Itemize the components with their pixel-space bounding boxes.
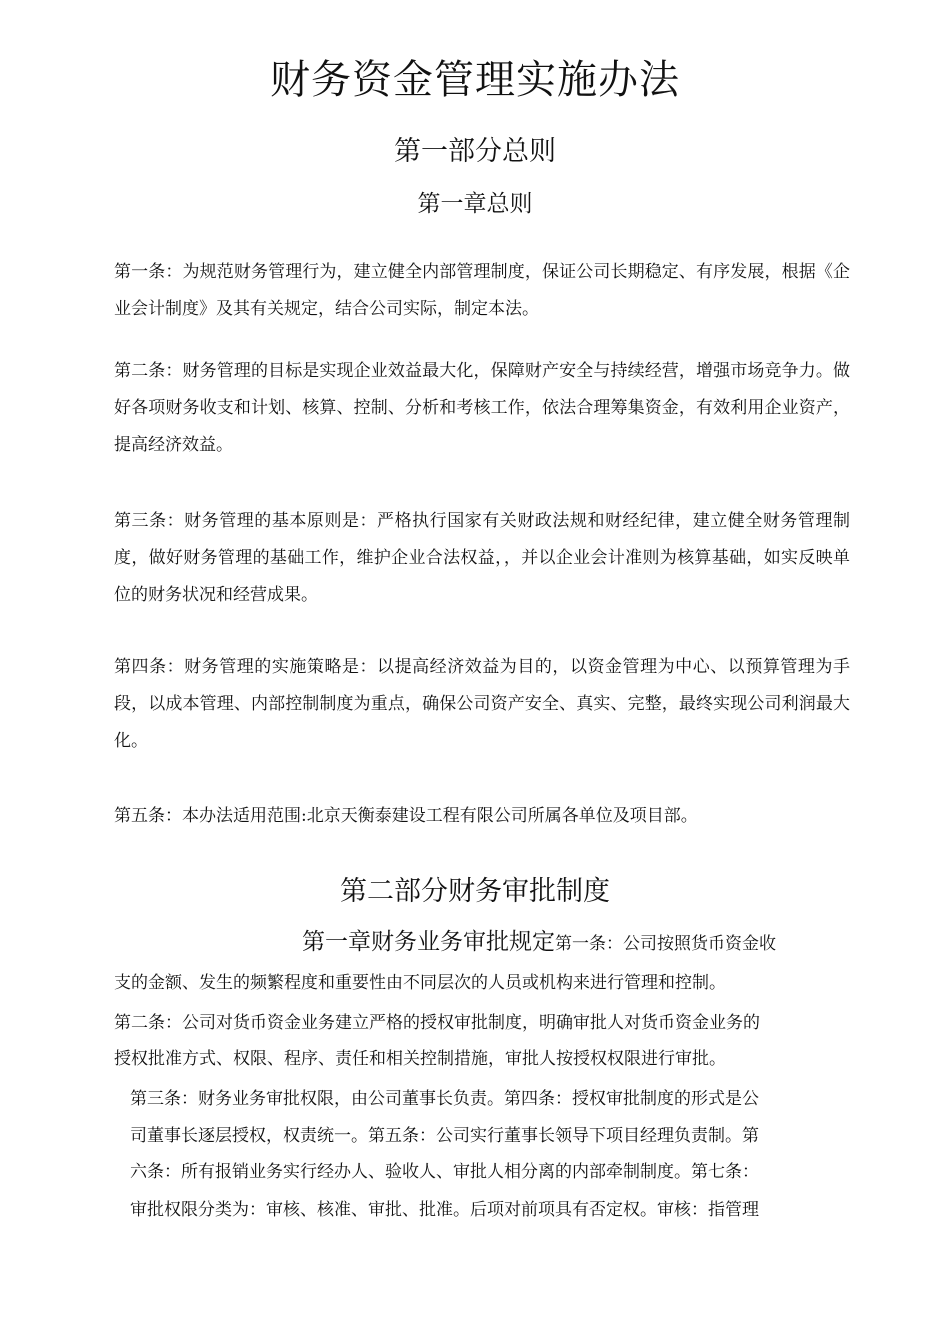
part2-text-line-7: 六条：所有报销业务实行经办人、验收人、审批人相分离的内部牵制制度。第七条：: [130, 1162, 759, 1182]
part2-article-1-start: 第一条：公司按照货币资金收: [555, 934, 776, 954]
part2-text-line-3: 第二条：公司对货币资金业务建立严格的授权审批制度，明确审批人对货币资金业务的: [114, 1013, 760, 1033]
part2-chapter1-line: [302, 924, 776, 963]
part2-text-line-2: 支的金额、发生的频繁程度和重要性由不同层次的人员或机构来进行管理和控制。: [114, 973, 726, 993]
part2-text-line-4: 授权批准方式、权限、程序、责任和相关控制措施，审批人按授权权限进行审批。: [114, 1049, 726, 1069]
part1-article-4: 第四条：财务管理的实施策略是：以提高经济效益为目的，以资金管理为中心、以预算管理为手段，以成本管理、内部控制制度为重点，确保公司资产安全、真实、完整，最终实现公司利润最大化。: [114, 657, 850, 751]
part2-text-line-5: 第三条：财务业务审批权限，由公司董事长负责。第四条：授权审批制度的形式是公: [130, 1089, 759, 1109]
part2-text-line-8: 审批权限分类为：审核、核准、审批、批准。后项对前项具有否定权。审核：指管理: [130, 1200, 759, 1220]
part2-chapter1-heading: 第一章财务业务审批规定: [302, 929, 555, 955]
part1-article-2: 第二条：财务管理的目标是实现企业效益最大化，保障财产安全与持续经营，增强市场竞争力。做好各项财务收支和计划、核算、控制、分析和考核工作，依法合理筹集资金，有效利用企业资产，提高经济效益。: [114, 361, 850, 455]
part1-article-3: 第三条：财务管理的基本原则是：严格执行国家有关财政法规和财经纪律，建立健全财务管理制度，做好财务管理的基础工作，维护企业合法权益，，并以企业会计准则为核算基础，如实反映单位的财务状况和经营成果。: [114, 511, 850, 605]
part1-heading: 第一部分总则: [394, 136, 556, 167]
part1-chapter1-heading: 第一章总则: [417, 191, 533, 217]
part1-article-1: 第一条：为规范财务管理行为，建立健全内部管理制度，保证公司长期稳定、有序发展，根据《企业会计制度》及其有关规定，结合公司实际，制定本法。: [114, 262, 850, 319]
part2-heading: 第二部分财务审批制度: [340, 876, 610, 907]
part1-article-5: 第五条：本办法适用范围:北京天衡泰建设工程有限公司所属各单位及项目部。: [114, 806, 698, 826]
part2-text-line-6: 司董事长逐层授权，权责统一。第五条：公司实行董事长领导下项目经理负责制。第: [130, 1126, 759, 1146]
document-title: 财务资金管理实施办法: [270, 57, 680, 103]
